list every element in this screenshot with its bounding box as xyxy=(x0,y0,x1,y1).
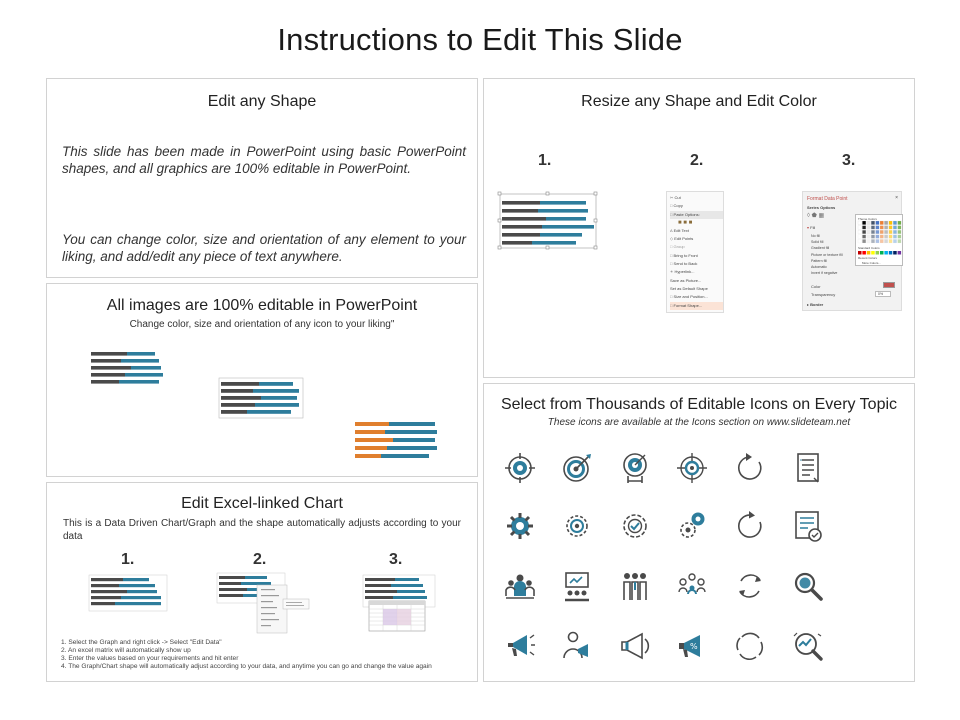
resize-shape-panel xyxy=(483,78,915,378)
theme-colors-label: Theme Colors xyxy=(858,217,877,221)
icons-panel xyxy=(483,383,915,682)
excel-step-1: 1. xyxy=(121,551,135,568)
excel-chart-step-1[interactable] xyxy=(89,575,169,615)
speaker-person-icon[interactable] xyxy=(559,628,595,664)
svg-text:%: % xyxy=(690,642,698,651)
context-menu-item[interactable]: □ Bring to Front xyxy=(670,252,698,258)
format-pane-tab-icons[interactable]: ◊ ⬟ ▦ xyxy=(807,213,825,219)
format-pane-options[interactable]: No fill Solid fill Gradient fill Picture or texture fill Pattern fill Automatic Invert if negative xyxy=(811,234,843,276)
resize-step-2: 2. xyxy=(690,152,704,169)
target-icon[interactable] xyxy=(502,450,538,486)
format-pane-border-label[interactable]: ▸ Border xyxy=(807,302,824,307)
excel-chart-step-3[interactable] xyxy=(363,575,443,635)
excel-step-3: 3. xyxy=(389,551,403,568)
context-menu-item[interactable]: □ Group xyxy=(670,244,685,250)
business-team-icon[interactable] xyxy=(617,568,653,604)
excel-heading: Edit Excel-linked Chart xyxy=(181,495,343,512)
analytics-magnifier-icon[interactable] xyxy=(790,628,826,664)
magnifier-icon[interactable] xyxy=(790,568,826,604)
edit-shape-paragraph-1: This slide has been made in PowerPoint using basic PowerPoint shapes, and all graphics are 100% editable in PowerPoint. xyxy=(62,144,466,176)
format-pane-close-icon[interactable]: × xyxy=(895,195,898,201)
images-subheading: Change color, size and orientation of any icon to your liking" xyxy=(129,319,395,330)
excel-instruction-2: 2. An excel matrix will automatically show up xyxy=(61,646,191,654)
resize-step-1: 1. xyxy=(538,152,552,169)
bar-graphic-selected[interactable] xyxy=(219,378,309,422)
team-network-icon[interactable] xyxy=(674,568,710,604)
color-picker-popup xyxy=(855,214,903,266)
format-pane-title: Format Data Point xyxy=(807,196,848,202)
icons-subheading: These icons are available at the Icons section on www.slideteam.net xyxy=(547,417,851,428)
resize-heading: Resize any Shape and Edit Color xyxy=(581,93,817,110)
context-menu-item[interactable]: □ Format Shape... xyxy=(670,302,723,310)
gear-check-icon[interactable] xyxy=(617,508,653,544)
bar-graphic-small[interactable] xyxy=(91,352,171,392)
four-arrows-cycle-icon[interactable] xyxy=(732,628,768,664)
trophy-target-icon[interactable] xyxy=(617,450,653,486)
excel-chart-panel xyxy=(46,482,478,682)
slide-title: Instructions to Edit This Slide xyxy=(277,22,683,57)
gear-target-icon[interactable] xyxy=(559,508,595,544)
standard-colors-label: Standard Colors xyxy=(858,246,880,250)
resize-step-3: 3. xyxy=(842,152,856,169)
loudspeaker-icon[interactable] xyxy=(617,628,653,664)
context-menu-item[interactable]: □ Copy xyxy=(670,203,683,209)
refresh-arrow-icon[interactable] xyxy=(732,450,768,486)
checklist-document-icon[interactable] xyxy=(790,450,826,486)
excel-chart-step-2[interactable] xyxy=(217,573,311,629)
crosshair-icon[interactable] xyxy=(674,450,710,486)
excel-instructions xyxy=(61,639,471,671)
images-editable-panel xyxy=(46,283,478,477)
presentation-board-icon[interactable] xyxy=(559,568,595,604)
gears-icon[interactable] xyxy=(674,508,710,544)
bar-graphic-orange[interactable] xyxy=(355,422,445,466)
megaphone-icon[interactable] xyxy=(502,628,538,664)
context-menu-item[interactable]: Set as Default Shape xyxy=(670,285,708,291)
resize-bar-chart-selected[interactable] xyxy=(498,192,598,250)
recent-colors-label: Recent Colors xyxy=(858,256,878,260)
cycle-arrows-icon[interactable] xyxy=(732,568,768,604)
edit-shape-panel xyxy=(46,78,478,278)
dartboard-icon[interactable] xyxy=(559,450,595,486)
context-menu-item[interactable]: ✂ Cut xyxy=(670,195,681,200)
format-pane-subtitle: Series Options xyxy=(807,205,836,210)
context-menu-item[interactable]: □ Size and Position... xyxy=(670,294,708,300)
excel-instruction-3: 3. Enter the values based on your requirements and hit enter xyxy=(61,654,239,662)
excel-description: This is a Data Driven Chart/Graph and the shape automatically adjusts according to your data xyxy=(63,518,461,542)
gear-icon[interactable] xyxy=(502,508,538,544)
format-pane-color-label: Color xyxy=(811,284,821,289)
refresh-circle-icon[interactable] xyxy=(732,508,768,544)
context-menu-item[interactable]: A Edit Text xyxy=(670,227,689,233)
icons-heading: Select from Thousands of Editable Icons on Every Topic xyxy=(500,396,898,413)
more-colors-option[interactable]: More Colors... xyxy=(862,261,881,265)
discount-megaphone-icon[interactable] xyxy=(674,628,710,664)
excel-step-2: 2. xyxy=(253,551,267,568)
team-meeting-icon[interactable] xyxy=(502,568,538,604)
context-menu-item[interactable]: □ Paste Options: xyxy=(670,211,723,219)
context-menu-item[interactable]: ◇ Edit Points xyxy=(670,236,694,242)
theme-color-swatches[interactable] xyxy=(858,221,902,245)
paste-icons-row[interactable]: ■ ■ ■ xyxy=(678,219,693,226)
context-menu xyxy=(666,191,724,313)
context-menu-item[interactable]: Save as Picture... xyxy=(670,277,702,283)
format-data-point-pane xyxy=(802,191,902,311)
context-menu-item[interactable]: □ Send to Back xyxy=(670,261,698,267)
format-pane-color-button[interactable] xyxy=(883,282,895,288)
standard-color-swatches[interactable] xyxy=(858,251,902,255)
format-pane-fill-label[interactable]: ▾ Fill xyxy=(807,225,816,230)
checklist-approved-icon[interactable] xyxy=(790,508,826,544)
excel-instruction-4: 4. The Graph/Chart shape will automatically adjust according to your data, and anytime you can go and change the value again xyxy=(61,662,432,670)
edit-shape-heading: Edit any Shape xyxy=(207,93,317,110)
excel-instruction-1: 1. Select the Graph and right click -> Select "Edit Data" xyxy=(61,639,222,646)
context-menu-item[interactable]: ⚭ Hyperlink... xyxy=(670,269,695,275)
images-heading: All images are 100% editable in PowerPoint xyxy=(106,297,418,314)
format-pane-transparency-value[interactable]: 0% xyxy=(875,291,891,297)
edit-shape-paragraph-2: You can change color, size and orientation of any element to your liking, and add/edit any piece of text anywhere. xyxy=(62,232,466,264)
format-pane-transparency-label: Transparency xyxy=(811,292,836,297)
